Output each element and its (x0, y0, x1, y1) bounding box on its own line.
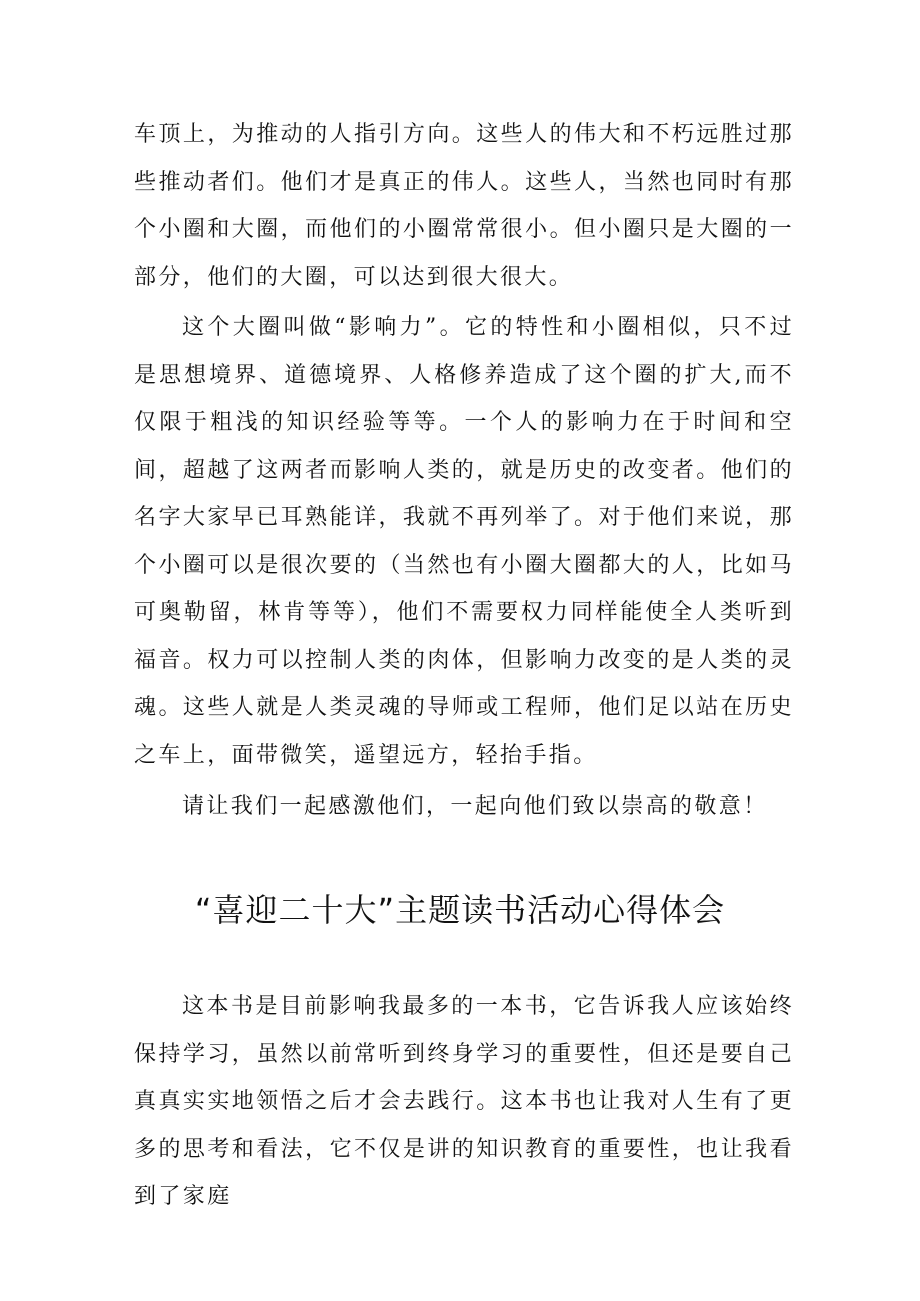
body-paragraph: 车顶上，为推动的人指引方向。这些人的伟大和不朽远胜过那些推动者们。他们才是真正的伟人。这些人，当然也同时有那个小圈和大圈，而他们的小圈常常很小。但小圈只是大圈的一部分，他们的大圈，可以达到很大很大。 (134, 122, 794, 290)
body-paragraph: 这个大圈叫做“影响力”。它的特性和小圈相似，只不过是思想境界、道德境界、人格修养造成了这个圈的扩大,而不仅限于粗浅的知识经验等等。一个人的影响力在于时间和空间，超越了这两者而影响人类的，就是历史的改变者。他们的名字大家早已耳熟能详，我就不再列举了。对于他们来说，那个小圈可以是很次要的（当然也有小圈大圈都大的人，比如马可奥勒留，林肯等等），他们不需要权力同样能使全人类听到福音。权力可以控制人类的肉体，但影响力改变的是人类的灵魂。这些人就是人类灵魂的导师或工程师，他们足以站在历史之车上，面带微笑，遥望远方，轻抬手指。 (134, 315, 794, 768)
section-title: “喜迎二十大”主题读书活动心得体会 (194, 891, 726, 929)
body-paragraph: 这本书是目前影响我最多的一本书，它告诉我人应该始终保持学习，虽然以前常听到终身学习的重要性，但还是要自己真真实实地领悟之后才会去践行。这本书也让我对人生有了更多的思考和看法，它不仅是讲的知识教育的重要性，也让我看到了家庭 (134, 994, 794, 1209)
body-paragraph: 请让我们一起感激他们，一起向他们致以崇高的敬意！ (182, 794, 768, 819)
